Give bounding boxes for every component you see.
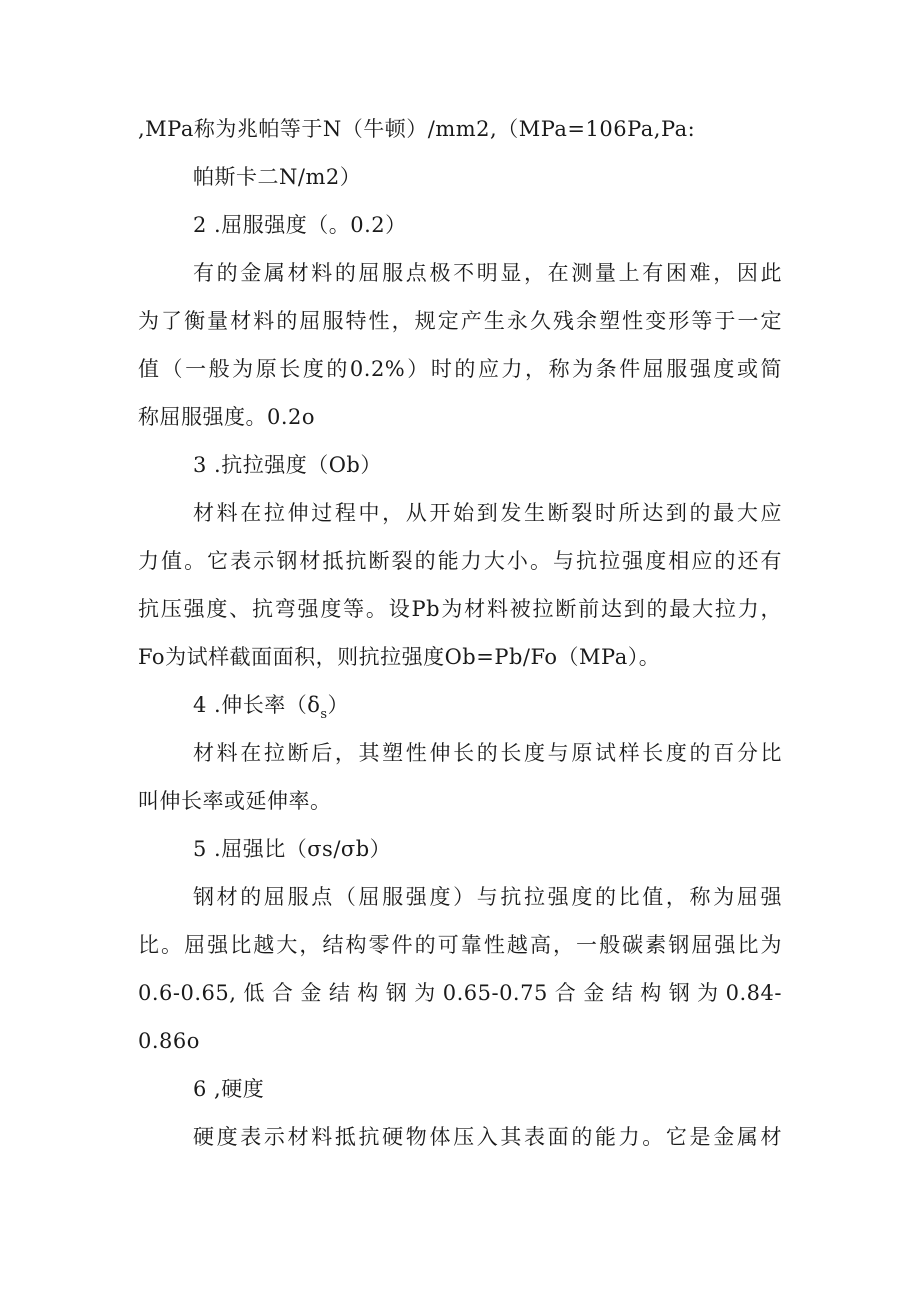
text-line-9: 材料在拉伸过程中，从开始到发生断裂时所达到的最大应: [193, 501, 782, 525]
text-line-6: 值（一般为原长度的0.2%）时的应力，称为条件屈服强度或简: [138, 357, 782, 381]
section-heading-4: [193, 689, 349, 721]
section-heading-4-close: ）: [327, 693, 350, 717]
section-heading-4-main: 4 .伸长率（δ: [193, 693, 321, 717]
text-line-15: 叫伸长率或延伸率。: [138, 789, 332, 813]
text-line-11: 抗压强度、抗弯强度等。设Pb为材料被拉断前达到的最大拉力，: [138, 597, 782, 621]
text-line-1: ,MPa称为兆帕等于N（牛顿）/mm2,（MPa=106Pa,Pa:: [138, 117, 696, 141]
section-heading-3: 3 .抗拉强度（Ob）: [193, 453, 382, 477]
text-line-17: 钢材的屈服点（屈服强度）与抗拉强度的比值，称为屈强: [193, 885, 782, 909]
text-line-7: 称屈服强度。0.2o: [138, 405, 316, 429]
text-line-10: 力值。它表示钢材抵抗断裂的能力大小。与抗拉强度相应的还有: [138, 549, 782, 573]
text-line-12: Fo为试样截面面积，则抗拉强度Ob=Pb/Fo（MPa）。: [138, 645, 661, 669]
text-line-2: 帕斯卡二N/m2）: [193, 165, 362, 189]
text-line-20: 0.86o: [138, 1029, 200, 1053]
text-line-14: 材料在拉断后，其塑性伸长的长度与原试样长度的百分比: [193, 741, 782, 765]
section-heading-6: 6 ,硬度: [193, 1077, 265, 1101]
section-heading-2: 2 .屈服强度（。0.2）: [193, 213, 407, 237]
text-line-19: 0.6-0.65,低合金结构钢为0.65-0.75合金结构钢为0.84-: [138, 981, 782, 1005]
text-line-4: 有的金属材料的屈服点极不明显，在测量上有困难，因此: [193, 261, 782, 285]
text-line-18: 比。屈强比越大，结构零件的可靠性越高，一般碳素钢屈强比为: [138, 933, 782, 957]
section-heading-5: 5 .屈强比（σs/σb）: [193, 837, 392, 861]
section-heading-4-subscript: s: [320, 707, 328, 722]
text-line-5: 为了衡量材料的屈服特性，规定产生永久残余塑性变形等于一定: [138, 309, 782, 333]
text-line-22: 硬度表示材料抵抗硬物体压入其表面的能力。它是金属材: [193, 1125, 782, 1149]
